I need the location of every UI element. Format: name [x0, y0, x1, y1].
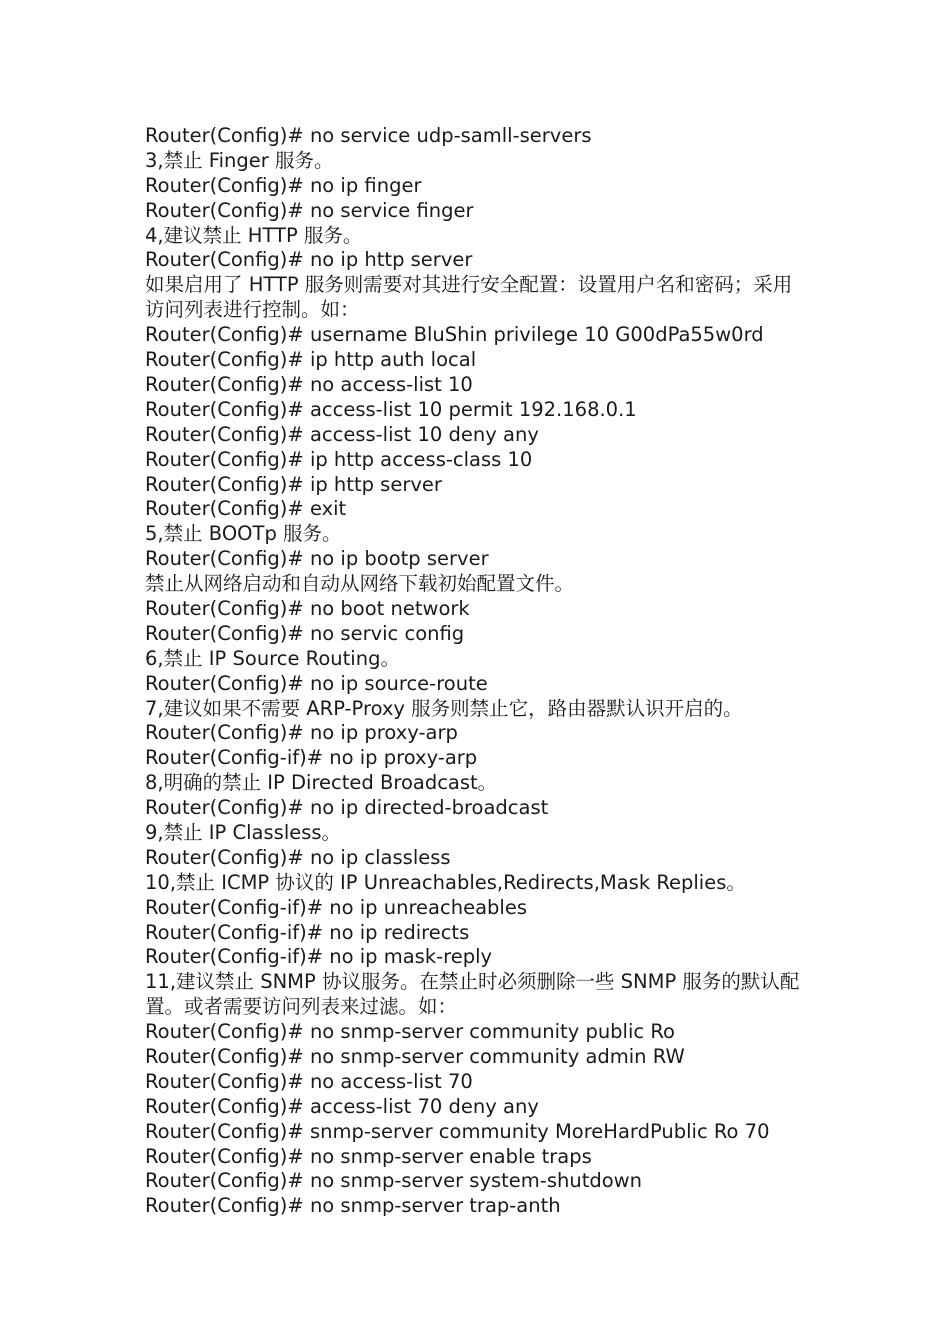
config-command-line: Router(Config)# no ip directed-broadcast [145, 796, 549, 820]
document-body [145, 124, 805, 1219]
config-command-line: Router(Config)# no access-list 70 [145, 1069, 473, 1093]
config-command-line: Router(Config)# no ip classless [145, 845, 451, 869]
config-command-line: Router(Config)# no ip source-route [145, 671, 488, 695]
config-command-line: Router(Config)# no access-list 10 [145, 372, 473, 396]
config-command-line: Router(Config)# no ip finger [145, 173, 422, 197]
config-command-line: Router(Config)# username BluShin privilege 10 G00dPa55w0rd [145, 323, 764, 347]
config-command-line: Router(Config)# snmp-server community MoreHardPublic Ro 70 [145, 1119, 770, 1143]
config-command-line: Router(Config)# access-list 10 permit 192.168.0.1 [145, 397, 637, 421]
section-heading: 7,建议如果不需要 ARP-Proxy 服务则禁止它，路由器默认识开启的。 [145, 696, 743, 720]
section-heading: 3,禁止 Finger 服务。 [145, 148, 334, 172]
config-command-line: Router(Config)# ip http server [145, 472, 442, 496]
config-command-line: Router(Config-if)# no ip mask-reply [145, 945, 493, 969]
section-heading: 8,明确的禁止 IP Directed Broadcast。 [145, 771, 498, 795]
config-command-line: Router(Config)# no snmp-server community public Ro [145, 1020, 675, 1044]
config-command-line: Router(Config)# access-list 70 deny any [145, 1094, 539, 1118]
description-paragraph: 如果启用了 HTTP 服务则需要对其进行安全配置：设置用户名和密码；采用访问列表进行控制。如： [145, 273, 793, 322]
config-command-line: Router(Config)# no service udp-samll-servers [145, 124, 592, 147]
config-command-line: Router(Config-if)# no ip proxy-arp [145, 746, 478, 770]
config-command-line: Router(Config)# no ip bootp server [145, 547, 489, 571]
config-command-line: Router(Config)# ip http access-class 10 [145, 447, 533, 471]
config-command-line: Router(Config)# no boot network [145, 596, 470, 620]
section-heading: 10,禁止 ICMP 协议的 IP Unreachables,Redirects,Mask Replies。 [145, 870, 746, 894]
config-command-line: Router(Config)# no servic config [145, 621, 465, 645]
description-paragraph: 禁止从网络启动和自动从网络下载初始配置文件。 [145, 572, 575, 596]
config-command-line: Router(Config)# no snmp-server system-shutdown [145, 1169, 642, 1193]
config-command-line: Router(Config)# no ip http server [145, 248, 473, 272]
section-heading: 4,建议禁止 HTTP 服务。 [145, 223, 363, 247]
config-command-line: Router(Config)# access-list 10 deny any [145, 422, 539, 446]
config-command-line: Router(Config-if)# no ip unreacheables [145, 895, 527, 919]
section-heading: 9,禁止 IP Classless。 [145, 820, 342, 844]
config-command-line: Router(Config)# exit [145, 497, 347, 521]
config-command-line: Router(Config)# no snmp-server trap-anth [145, 1194, 561, 1218]
config-command-line: Router(Config)# no snmp-server enable traps [145, 1144, 592, 1168]
config-command-line: Router(Config)# ip http auth local [145, 348, 477, 372]
config-command-line: Router(Config)# no ip proxy-arp [145, 721, 458, 745]
section-heading: 5,禁止 BOOTp 服务。 [145, 522, 342, 546]
config-command-line: Router(Config)# no service finger [145, 198, 474, 222]
section-heading: 11,建议禁止 SNMP 协议服务。在禁止时必须删除一些 SNMP 服务的默认配置。或者需要访问列表来过滤。如： [145, 970, 800, 1019]
config-command-line: Router(Config)# no snmp-server community admin RW [145, 1045, 685, 1069]
section-heading: 6,禁止 IP Source Routing。 [145, 646, 400, 670]
config-command-line: Router(Config-if)# no ip redirects [145, 920, 470, 944]
